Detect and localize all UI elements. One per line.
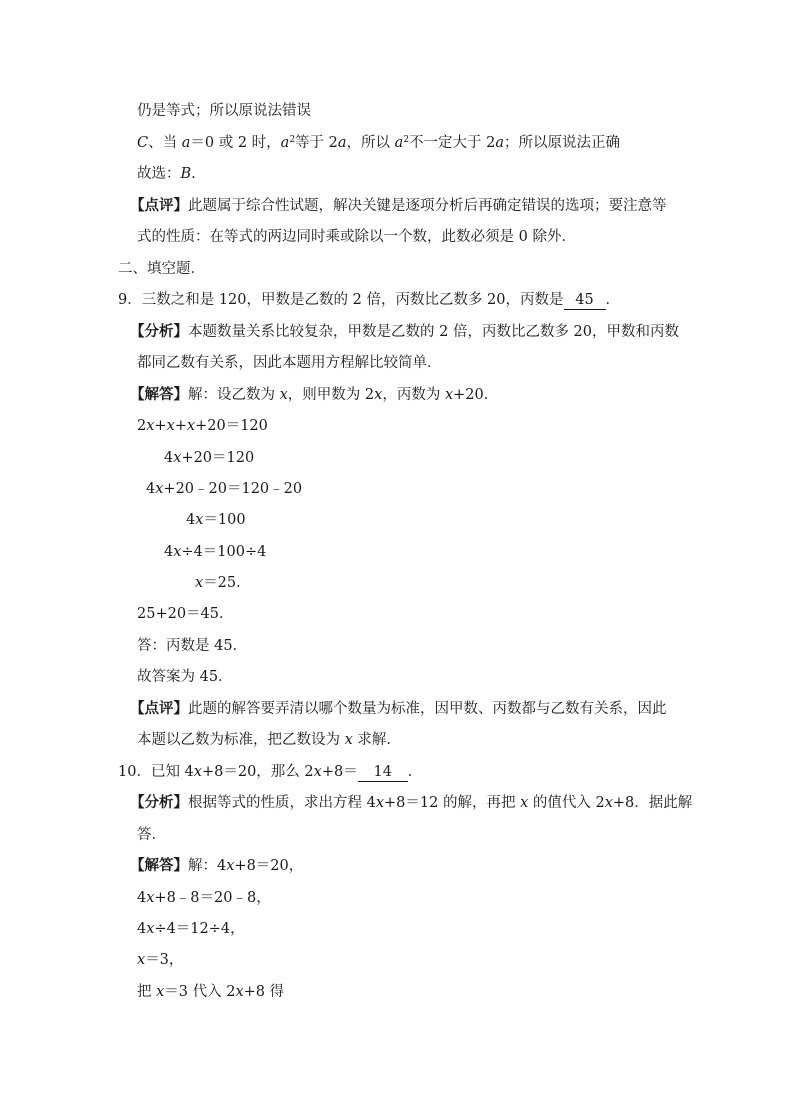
section-heading-fill-in: 二、填空题． — [118, 261, 205, 277]
solution-10-step-4: 把 x＝3 代入 2x+8 得 — [137, 984, 285, 1000]
solution-10-step-3: x＝3， — [137, 952, 184, 968]
solution-10-intro: 【解答】解：4x+8＝20， — [130, 857, 304, 874]
equation-step-6: x＝25． — [195, 575, 251, 591]
solution-9-intro: 【解答】解：设乙数为 x，则甲数为 2x，丙数为 x+20． — [130, 386, 499, 403]
question-10: 10．已知 4x+8＝20，那么 2x+8＝ 14 ． — [118, 764, 423, 780]
analysis-9-cont: 都同乙数有关系，因此本题用方程解比较简单． — [137, 355, 442, 371]
line-option-c: C、当 a＝0 或 2 时，$a^2$等于 2a，所以 $a^2$不一定大于 2a；所以原说法正确 — [137, 135, 621, 151]
equation-step-1: 2x+x+x+20＝120 — [137, 418, 268, 434]
answer-statement-9: 答：丙数是 45． — [137, 638, 248, 654]
analysis-10-cont: 答． — [137, 827, 166, 843]
comment-9: 【点评】此题的解答要弄清以哪个数量为标准，因甲数、丙数都与乙数有关系，因此 — [130, 700, 667, 717]
equation-step-4: 4x＝100 — [186, 512, 246, 528]
line-conclusion-b: 仍是等式；所以原说法错误 — [137, 103, 311, 119]
line-choice-answer: 故选：B. — [137, 166, 196, 182]
comment-paragraph-1-cont: 式的性质：在等式的两边同时乘或除以一个数，此数必须是 0 除外． — [137, 229, 576, 245]
analysis-9: 【分析】本题数量关系比较复杂，甲数是乙数的 2 倍，丙数比乙数多 20，甲数和丙数 — [130, 323, 680, 340]
equation-step-7: 25+20＝45． — [137, 606, 234, 622]
equation-step-5: 4x÷4＝100÷4 — [164, 544, 267, 560]
answer-blank-10: 14 — [358, 763, 408, 782]
question-9: 9．三数之和是 120，甲数是乙数的 2 倍，丙数比乙数多 20，丙数是 45 ． — [118, 292, 621, 308]
solution-10-step-2: 4x÷4＝12÷4， — [137, 921, 245, 937]
final-answer-9: 故答案为 45． — [137, 669, 233, 685]
answer-blank-9: 45 — [564, 291, 606, 310]
comment-paragraph-1: 【点评】此题属于综合性试题，解决关键是逐项分析后再确定错误的选项；要注意等 — [130, 197, 667, 214]
equation-step-3: 4x+20﹣20＝120﹣20 — [146, 481, 303, 497]
analysis-10: 【分析】根据等式的性质，求出方程 4x+8＝12 的解，再把 x 的值代入 2x+8．据此解 — [130, 794, 693, 811]
comment-9-cont: 本题以乙数为标准，把乙数设为 x 求解． — [137, 732, 401, 748]
equation-step-2: 4x+20＝120 — [164, 450, 255, 466]
solution-10-step-1: 4x+8﹣8＝20﹣8， — [137, 890, 271, 906]
